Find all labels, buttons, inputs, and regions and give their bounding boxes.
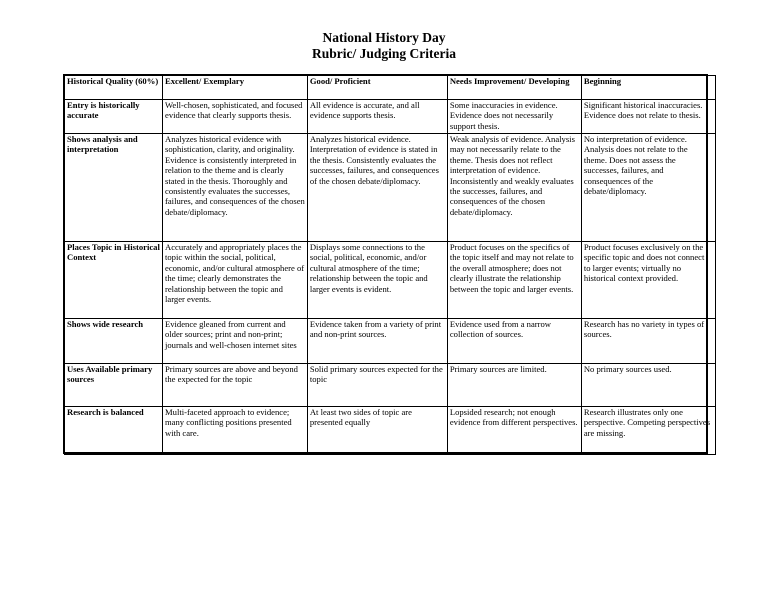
- criterion-cell: Places Topic in Historical Context: [65, 242, 163, 319]
- beginning-cell: Product focuses exclusively on the specific topic and does not connect to larger events; virtually no historical context provided.: [581, 242, 715, 319]
- beginning-cell: No interpretation of evidence. Analysis does not relate to the theme. Does not assess the successes, failures, and consequences of the debate/diplomacy.: [581, 134, 715, 242]
- criterion-cell: Research is balanced: [65, 407, 163, 455]
- header-row: [65, 76, 716, 100]
- needs-cell: Some inaccuracies in evidence. Evidence does not necessarily support thesis.: [447, 100, 581, 134]
- title-line-1: National History Day: [322, 30, 446, 45]
- criterion-cell: Entry is historically accurate: [65, 100, 163, 134]
- title-line-2: Rubric/ Judging Criteria: [312, 46, 456, 61]
- header-excellent: Excellent/ Exemplary: [163, 76, 308, 100]
- criterion-cell: Shows wide research: [65, 319, 163, 364]
- table-row: [65, 319, 716, 364]
- beginning-cell: Research illustrates only one perspective. Competing perspectives are missing.: [581, 407, 715, 455]
- good-cell: Solid primary sources expected for the topic: [307, 364, 447, 407]
- needs-cell: Evidence used from a narrow collection of sources.: [447, 319, 581, 364]
- needs-cell: Weak analysis of evidence. Analysis may not necessarily relate to the theme. Thesis does not reflect interpretation of evidence. Inconsistently and weakly evaluates the successes, failures, and consequences of the chosen debate/diplomacy.: [447, 134, 581, 242]
- header-beginning: Beginning: [581, 76, 715, 100]
- excellent-cell: Primary sources are above and beyond the expected for the topic: [163, 364, 308, 407]
- table-row: [65, 100, 716, 134]
- criterion-cell: Shows analysis and interpretation: [65, 134, 163, 242]
- needs-cell: Lopsided research; not enough evidence from different perspectives.: [447, 407, 581, 455]
- excellent-cell-overflow-text: failures, and consequences of the chosen: [165, 196, 305, 207]
- header-needs-improvement: Needs Improvement/ Developing: [447, 76, 581, 100]
- table-row: [65, 407, 716, 455]
- excellent-cell: Evidence gleaned from current and older sources; print and non-print; journals and well-chosen internet sites: [163, 319, 308, 364]
- good-cell: At least two sides of topic are presented equally: [307, 407, 447, 455]
- excellent-cell: [163, 134, 308, 242]
- rubric-table: [64, 75, 716, 455]
- beginning-cell: Research has no variety in types of sources.: [581, 319, 715, 364]
- header-good: Good/ Proficient: [307, 76, 447, 100]
- beginning-cell: No primary sources used.: [581, 364, 715, 407]
- table-row: [65, 242, 716, 319]
- document-title: [0, 30, 768, 62]
- excellent-cell: Accurately and appropriately places the topic within the social, political, economic, and/or cultural atmosphere of the time; clearly demonstrates the relationship between the topic and larger events.: [163, 242, 308, 319]
- needs-cell: Primary sources are limited.: [447, 364, 581, 407]
- beginning-cell: Significant historical inaccuracies. Evidence does not relate to thesis.: [581, 100, 715, 134]
- excellent-cell: Multi-faceted approach to evidence; many conflicting positions presented with care.: [163, 407, 308, 455]
- good-cell: All evidence is accurate, and all evidence supports thesis.: [307, 100, 447, 134]
- needs-cell: Product focuses on the specifics of the topic itself and may not relate to the overall atmosphere; does not clearly illustrate the relationship between the topic and larger events.: [447, 242, 581, 319]
- good-cell: Displays some connections to the social, political, economic, and/or cultural atmosphere of the time; relationship between the topic and larger events is evident.: [307, 242, 447, 319]
- good-cell: Analyzes historical evidence. Interpretation of evidence is stated in the thesis. Consistently evaluates the successes, failures, and consequences of the chosen debate/diplomacy.: [307, 134, 447, 242]
- excellent-cell-tail-text: debate/diplomacy.: [165, 206, 228, 217]
- excellent-cell-text: Analyzes historical evidence with sophistication, clarity, and originality. Evidence is consistently interpreted in relation to the theme and is clearly stated in the thesis. Thoroughly and consistently evaluates the successes,: [165, 134, 297, 197]
- good-cell: Evidence taken from a variety of print and non-print sources.: [307, 319, 447, 364]
- excellent-cell: Well-chosen, sophisticated, and focused evidence that clearly supports thesis.: [163, 100, 308, 134]
- criterion-cell: Uses Available primary sources: [65, 364, 163, 407]
- table-row: [65, 134, 716, 242]
- table-row: [65, 364, 716, 407]
- header-criterion: Historical Quality (60%): [65, 76, 163, 100]
